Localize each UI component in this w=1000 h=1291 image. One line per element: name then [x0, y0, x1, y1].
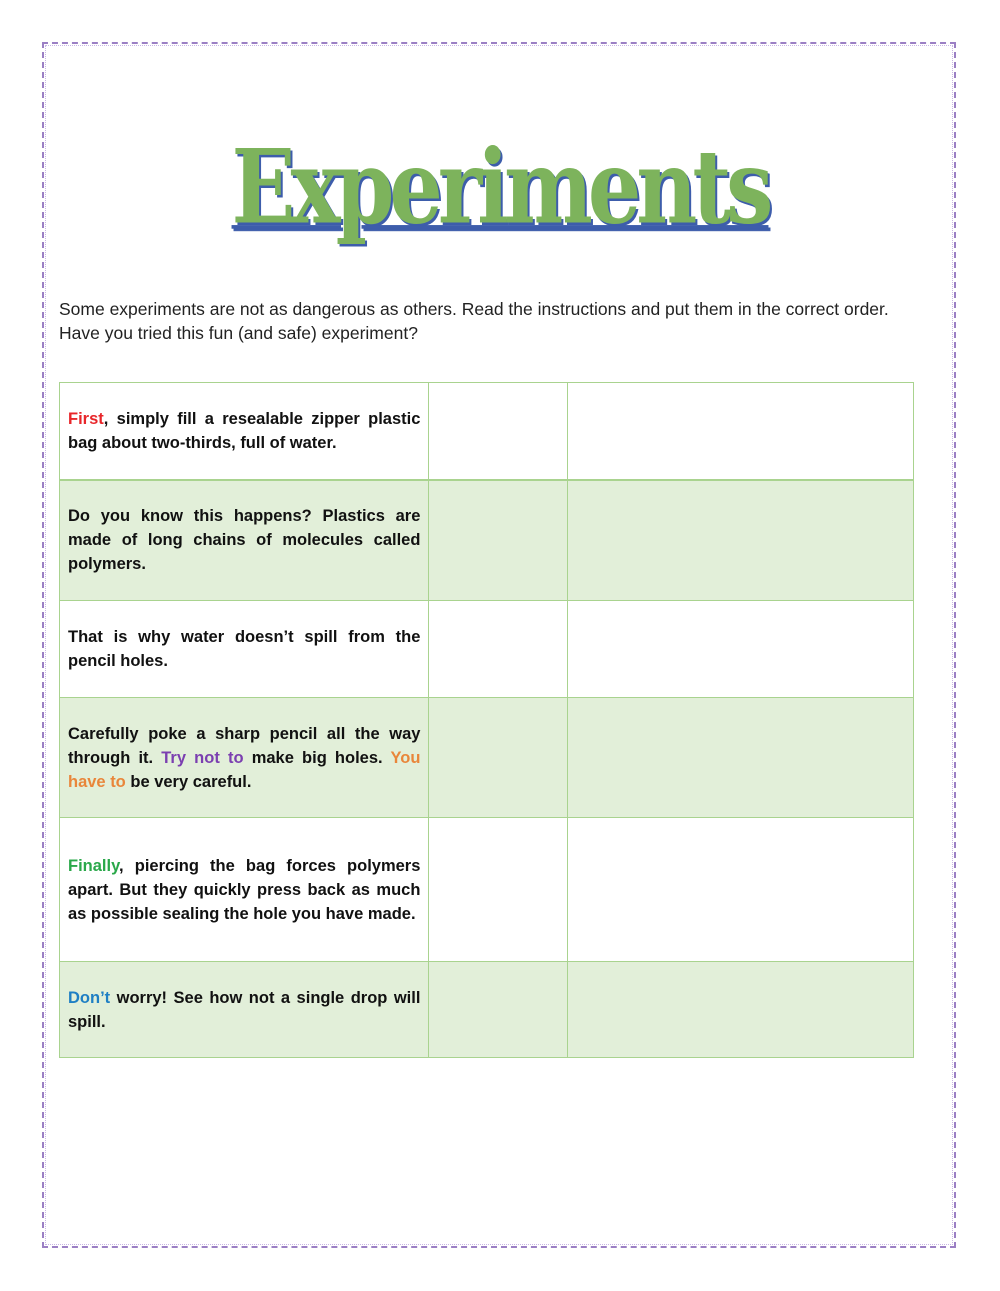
- table-row: [60, 601, 914, 698]
- step-text: [60, 854, 428, 926]
- answer-drop-cell[interactable]: [567, 962, 913, 1058]
- step-text-part: be very careful.: [125, 772, 252, 791]
- step-text-part: Carefully poke a sharp pencil all the way through it.: [68, 724, 421, 767]
- step-text: [60, 504, 428, 576]
- step-text-part: make big holes.: [243, 748, 391, 767]
- step-text: [60, 722, 428, 794]
- order-drop-cell[interactable]: [429, 480, 567, 601]
- intro-text: Some experiments are not as dangerous as others. Read the instructions and put them in the correct order. Have you tried this fun (and safe) experiment?: [59, 298, 889, 343]
- table-row: [60, 698, 914, 818]
- step-text: [60, 625, 428, 673]
- table-row: [60, 818, 914, 962]
- keyword-orange: You have to: [68, 748, 421, 791]
- table-row: [60, 383, 914, 480]
- step-text-part: , piercing the bag forces polymers apart. But they quickly press back as much as possible sealing the hole you have made.: [68, 856, 421, 923]
- steps-table: [59, 382, 914, 1058]
- answer-drop-cell[interactable]: [567, 480, 913, 601]
- step-text-cell: [60, 383, 429, 480]
- page-title: Experiments: [231, 126, 769, 248]
- step-text-cell: [60, 480, 429, 601]
- step-text-part: Do you know this happens? Plastics are made of long chains of molecules called polymers.: [68, 507, 421, 574]
- order-drop-cell[interactable]: [429, 818, 567, 962]
- keyword-green: Finally: [68, 856, 120, 875]
- step-text: [60, 986, 428, 1034]
- step-text-part: , simply fill a resealable zipper plastic bag about two-thirds, full of water.: [68, 409, 421, 452]
- keyword-purple: Try not to: [161, 748, 244, 767]
- answer-drop-cell[interactable]: [567, 601, 913, 698]
- table-row: [60, 480, 914, 601]
- table-row: [60, 962, 914, 1058]
- step-text-part: That is why water doesn’t spill from the pencil holes.: [68, 628, 421, 670]
- keyword-blue: Don’t: [68, 988, 111, 1007]
- answer-drop-cell[interactable]: [567, 818, 913, 962]
- order-drop-cell[interactable]: [429, 698, 567, 818]
- order-drop-cell[interactable]: [429, 601, 567, 698]
- order-drop-cell[interactable]: [429, 962, 567, 1058]
- answer-drop-cell[interactable]: [567, 698, 913, 818]
- answer-drop-cell[interactable]: [567, 383, 913, 480]
- step-text: [60, 407, 428, 455]
- keyword-red: First: [68, 409, 104, 428]
- step-text-cell: [60, 962, 429, 1058]
- step-text-part: worry! See how not a single drop will spill.: [68, 988, 421, 1031]
- order-drop-cell[interactable]: [429, 383, 567, 480]
- step-text-cell: [60, 818, 429, 962]
- step-text-cell: [60, 698, 429, 818]
- step-text-cell: [60, 601, 429, 698]
